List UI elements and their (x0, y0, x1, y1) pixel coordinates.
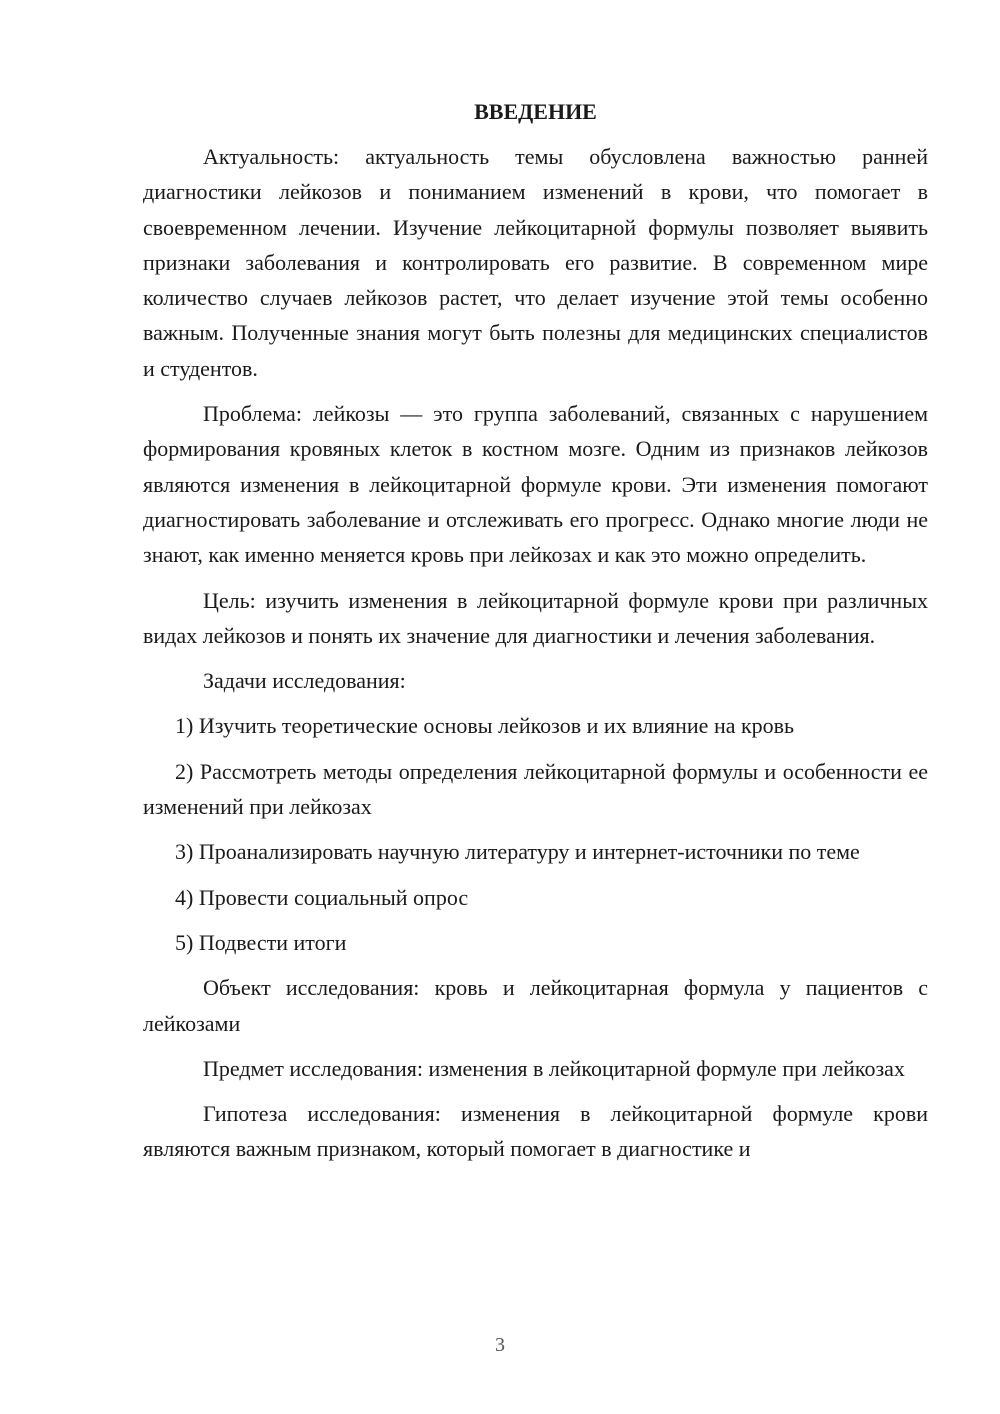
paragraph-relevance: Актуальность: актуальность темы обусловлена важностью ранней диагностики лейкозов и пониманием изменений в крови, что помогает в своевременном лечении. Изучение лейкоцитарной формулы позволяет выявить признаки заболевания и контролировать его развитие. В современном мире количество случаев лейкозов растет, что делает изучение этой темы особенно важным. Полученные знания могут быть полезны для медицинских специалистов и студентов. (143, 144, 928, 381)
section-title: ВВЕДЕНИЕ (474, 99, 597, 124)
page-number: 3 (495, 1334, 505, 1356)
paragraph-goal: Цель: изучить изменения в лейкоцитарной формуле крови при различных видах лейкозов и понять их значение для диагностики и лечения заболевания. (143, 587, 928, 648)
document-page (143, 94, 928, 1177)
task-item-1: 1) Изучить теоретические основы лейкозов и их влияние на кровь (175, 713, 795, 739)
paragraph-tasks-heading: Задачи исследования: (203, 668, 406, 694)
task-item-5: 5) Подвести итоги (175, 929, 347, 955)
task-item-3: 3) Проанализировать научную литературу и интернет-источники по теме (175, 839, 860, 865)
paragraph-object: Объект исследования: кровь и лейкоцитарная формула у пациентов с лейкозами (143, 975, 928, 1036)
paragraph-problem: Проблема: лейкозы — это группа заболеваний, связанных с нарушением формирования кровяных клеток в костном мозге. Одним из признаков лейкозов являются изменения в лейкоцитарной формуле крови. Эти изменения помогают диагностировать заболевание и отслеживать его прогресс. Однако многие люди не знают, как именно меняется кровь при лейкозах и как это можно определить. (143, 401, 928, 568)
task-item-4: 4) Провести социальный опрос (175, 884, 469, 910)
task-item-2: 2) Рассмотреть методы определения лейкоцитарной формулы и особенности ее изменений при лейкозах (143, 758, 928, 820)
paragraph-subject: Предмет исследования: изменения в лейкоцитарной формуле при лейкозах (203, 1055, 905, 1081)
paragraph-hypothesis: Гипотеза исследования: изменения в лейкоцитарной формуле крови являются важным признаком, который помогает в диагностике и (143, 1101, 928, 1162)
